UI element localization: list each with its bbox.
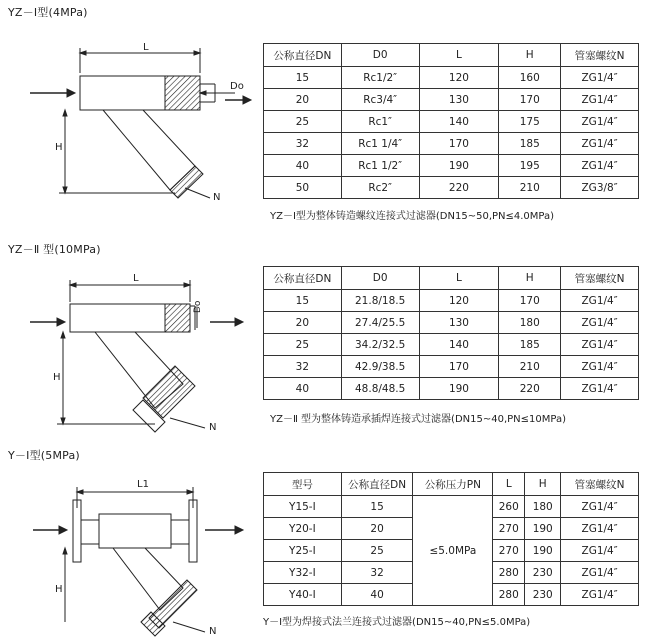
cell: 25	[264, 111, 342, 133]
cell: 140	[419, 334, 499, 356]
cell: 32	[264, 133, 342, 155]
cell: ZG1/4″	[561, 155, 639, 177]
cell: 40	[264, 155, 342, 177]
cell: ZG1/4″	[561, 584, 639, 606]
header-cell: 公称压力PN	[413, 473, 493, 496]
spec-table-y1	[263, 472, 639, 606]
cell: 195	[499, 155, 561, 177]
header-cell: 公称直径DN	[264, 44, 342, 67]
cell: 20	[264, 89, 342, 111]
dim-label-N: N	[209, 626, 217, 637]
dim-label-N: N	[213, 192, 221, 203]
cell: Y32-Ⅰ	[264, 562, 342, 584]
pressure-cell: ≤5.0MPa	[413, 496, 493, 606]
cell: 15	[341, 496, 413, 518]
cell: 130	[419, 89, 499, 111]
cell: 270	[493, 540, 525, 562]
section-title-yz2: YZ－Ⅱ 型(10MPa)	[8, 243, 101, 256]
table-row	[264, 67, 639, 89]
y1-strainer-drawing	[25, 472, 255, 637]
cell: 25	[264, 334, 342, 356]
cell: ZG1/4″	[561, 496, 639, 518]
spec-table-yz2	[263, 266, 639, 400]
cell: 230	[525, 562, 561, 584]
cell: Rc1 1/2″	[341, 155, 419, 177]
cell: Y20-Ⅰ	[264, 518, 342, 540]
cell: 48.8/48.5	[341, 378, 419, 400]
cell: 270	[493, 518, 525, 540]
cell: ZG1/4″	[561, 290, 639, 312]
cell: 190	[419, 155, 499, 177]
dim-label-H: H	[55, 584, 63, 595]
table-row	[264, 334, 639, 356]
header-cell: H	[499, 267, 561, 290]
header-cell: H	[525, 473, 561, 496]
cell: ZG1/4″	[561, 67, 639, 89]
header-cell: L	[419, 44, 499, 67]
cell: 32	[341, 562, 413, 584]
cell: ZG1/4″	[561, 356, 639, 378]
cell: 170	[499, 89, 561, 111]
table-row	[264, 496, 639, 518]
cell: Rc1 1/4″	[341, 133, 419, 155]
table-caption-yz2: YZ－Ⅱ 型为整体铸造承插焊连接式过滤器(DN15~40,PN≤10MPa)	[270, 414, 567, 425]
table-row	[264, 177, 639, 199]
cell: 20	[341, 518, 413, 540]
cell: Rc1″	[341, 111, 419, 133]
cell: 170	[419, 356, 499, 378]
cell: 32	[264, 356, 342, 378]
cell: 120	[419, 290, 499, 312]
section-title-y1: Y－Ⅰ型(5MPa)	[8, 449, 80, 462]
header-cell: D0	[341, 44, 419, 67]
table-header-row	[264, 44, 639, 67]
table-row	[264, 290, 639, 312]
cell: Y15-Ⅰ	[264, 496, 342, 518]
cell: 170	[419, 133, 499, 155]
table-row	[264, 89, 639, 111]
dim-label-Do: Do	[230, 81, 244, 92]
header-cell: L	[493, 473, 525, 496]
spec-table-yz1	[263, 43, 639, 199]
header-cell: 公称直径DN	[341, 473, 413, 496]
cell: ZG1/4″	[561, 334, 639, 356]
cell: Y25-Ⅰ	[264, 540, 342, 562]
dim-label-N: N	[209, 422, 217, 433]
table-row	[264, 155, 639, 177]
yz1-strainer-drawing	[25, 38, 255, 203]
cell: 190	[419, 378, 499, 400]
cell: 40	[341, 584, 413, 606]
table-header-row	[264, 473, 639, 496]
cell: Y40-Ⅰ	[264, 584, 342, 606]
cell: 180	[499, 312, 561, 334]
cell: ZG1/4″	[561, 378, 639, 400]
cell: 230	[525, 584, 561, 606]
table-row	[264, 111, 639, 133]
header-cell: H	[499, 44, 561, 67]
table-row	[264, 133, 639, 155]
table-caption-y1: Y－Ⅰ型为焊接式法兰连接式过滤器(DN15~40,PN≤5.0MPa)	[263, 617, 531, 628]
cell: 210	[499, 177, 561, 199]
cell: 160	[499, 67, 561, 89]
cell: 280	[493, 584, 525, 606]
cell: 34.2/32.5	[341, 334, 419, 356]
cell: 170	[499, 290, 561, 312]
cell: 280	[493, 562, 525, 584]
dim-label-H: H	[53, 372, 61, 383]
header-cell: 管塞螺纹N	[561, 267, 639, 290]
cell: 15	[264, 290, 342, 312]
cell: 25	[341, 540, 413, 562]
cell: 190	[525, 518, 561, 540]
cell: Rc3/4″	[341, 89, 419, 111]
cell: 27.4/25.5	[341, 312, 419, 334]
section-title-yz1: YZ－Ⅰ型(4MPa)	[8, 6, 88, 19]
cell: 21.8/18.5	[341, 290, 419, 312]
cell: ZG1/4″	[561, 540, 639, 562]
cell: 185	[499, 133, 561, 155]
yz2-strainer-drawing	[25, 268, 255, 433]
cell: 50	[264, 177, 342, 199]
cell: 42.9/38.5	[341, 356, 419, 378]
cell: ZG1/4″	[561, 312, 639, 334]
cell: 20	[264, 312, 342, 334]
cell: ZG1/4″	[561, 111, 639, 133]
cell: 220	[419, 177, 499, 199]
cell: 190	[525, 540, 561, 562]
cell: Rc1/2″	[341, 67, 419, 89]
table-caption-yz1: YZ－Ⅰ型为整体铸造螺纹连接式过滤器(DN15~50,PN≤4.0MPa)	[270, 211, 555, 222]
table-header-row	[264, 267, 639, 290]
cell: 120	[419, 67, 499, 89]
table-row	[264, 378, 639, 400]
header-cell: 型号	[264, 473, 342, 496]
cell: 175	[499, 111, 561, 133]
cell: 130	[419, 312, 499, 334]
cell: 220	[499, 378, 561, 400]
cell: Rc2″	[341, 177, 419, 199]
dim-label-L1: L1	[137, 479, 149, 490]
cell: 15	[264, 67, 342, 89]
cell: 140	[419, 111, 499, 133]
table-row	[264, 356, 639, 378]
cell: 260	[493, 496, 525, 518]
cell: ZG1/4″	[561, 89, 639, 111]
header-cell: L	[419, 267, 499, 290]
table-row	[264, 312, 639, 334]
header-cell: 管塞螺纹N	[561, 473, 639, 496]
cell: 180	[525, 496, 561, 518]
cell: 210	[499, 356, 561, 378]
header-cell: D0	[341, 267, 419, 290]
dim-label-L: L	[133, 273, 139, 284]
cell: ZG1/4″	[561, 133, 639, 155]
cell: 40	[264, 378, 342, 400]
dim-label-H: H	[55, 142, 63, 153]
cell: 185	[499, 334, 561, 356]
cell: ZG3/8″	[561, 177, 639, 199]
dim-label-L: L	[143, 42, 149, 53]
dim-label-Do: Do	[193, 300, 203, 313]
cell: ZG1/4″	[561, 518, 639, 540]
cell: ZG1/4″	[561, 562, 639, 584]
header-cell: 公称直径DN	[264, 267, 342, 290]
header-cell: 管塞螺纹N	[561, 44, 639, 67]
